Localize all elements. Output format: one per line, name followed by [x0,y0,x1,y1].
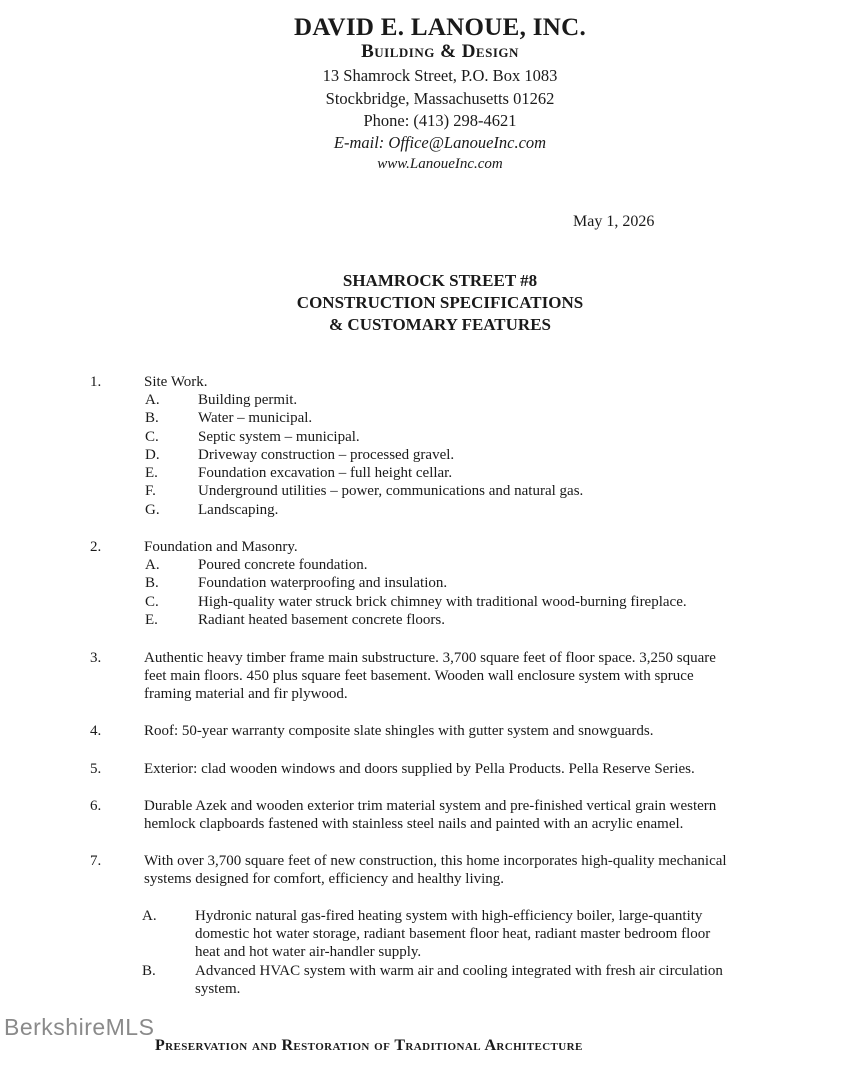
document-title-line-2: CONSTRUCTION SPECIFICATIONS [296,293,584,312]
item-letter: D. [145,447,160,463]
item-letter: E. [145,465,158,481]
item-letter: B. [145,410,159,426]
document-title-line-3: & CUSTOMARY FEATURES [329,315,551,334]
section-heading: Site Work. [144,374,208,390]
item-letter: F. [145,483,156,499]
address-street: 13 Shamrock Street, P.O. Box 1083 [322,66,558,85]
section-number: 1. [90,374,102,390]
paragraph-line: framing material and fir plywood. [144,686,348,702]
section-number: 5. [90,761,102,777]
document-title-line-1: SHAMROCK STREET #8 [342,271,538,290]
phone-line: Phone: (413) 298-4621 [363,111,517,130]
watermark-logo: BerkshireMLS [4,1014,155,1040]
list-item: Building permit. [198,392,298,408]
item-letter: A. [145,557,160,573]
list-item-line: system. [195,981,241,997]
item-letter: C. [145,594,159,610]
paragraph-line: hemlock clapboards fastened with stainless steel nails and painted with an acrylic enamel. [144,816,684,832]
paragraph-line: With over 3,700 square feet of new construction, this home incorporates high-quality mechanical [144,853,727,869]
section-number: 7. [90,853,102,869]
paragraph-line: Roof: 50-year warranty composite slate shingles with gutter system and snowguards. [144,723,654,739]
list-item: Underground utilities – power, communications and natural gas. [198,483,584,499]
item-letter: A. [145,392,160,408]
email-line: E-mail: Office@LanoueInc.com [333,133,547,152]
item-letter: B. [145,575,159,591]
footer-motto: Preservation and Restoration of Traditional Architecture [155,1037,583,1054]
list-item: Landscaping. [198,502,279,518]
section-number: 2. [90,539,102,555]
list-item: Poured concrete foundation. [198,557,368,573]
list-item: Foundation waterproofing and insulation. [198,575,448,591]
paragraph-line: Authentic heavy timber frame main substructure. 3,700 square feet of floor space. 3,250 square [144,650,716,666]
list-item: Septic system – municipal. [198,429,360,445]
item-letter: G. [145,502,160,518]
list-item: Radiant heated basement concrete floors. [198,612,445,628]
list-item-line: domestic hot water storage, radiant basement floor heat, radiant master bedroom floor [195,926,711,942]
list-item-line: Hydronic natural gas-fired heating system with high-efficiency boiler, large-quantity [195,908,703,924]
item-letter: C. [145,429,159,445]
paragraph-line: Durable Azek and wooden exterior trim material system and pre-finished vertical grain western [144,798,717,814]
section-number: 3. [90,650,102,666]
paragraph-line: feet main floors. 450 plus square feet basement. Wooden wall enclosure system with spruce [144,668,694,684]
section-number: 4. [90,723,102,739]
section-number: 6. [90,798,102,814]
list-item-line: Advanced HVAC system with warm air and cooling integrated with fresh air circulation [195,963,723,979]
paragraph-line: Exterior: clad wooden windows and doors supplied by Pella Products. Pella Reserve Series. [144,761,695,777]
company-name: DAVID E. LANOUE, INC. [294,14,586,41]
list-item: High-quality water struck brick chimney with traditional wood-burning fireplace. [198,594,687,610]
item-letter: B. [142,963,156,979]
address-city: Stockbridge, Massachusetts 01262 [325,89,555,108]
paragraph-line: systems designed for comfort, efficiency and healthy living. [144,871,505,887]
company-tagline: Building & Design [361,41,519,62]
list-item: Driveway construction – processed gravel. [198,447,455,463]
item-letter: A. [142,908,157,924]
website-line: www.LanoueInc.com [377,156,503,172]
document-date: May 1, 2026 [573,213,655,230]
section-heading: Foundation and Masonry. [144,539,298,555]
list-item-line: heat and hot water air-handler supply. [195,944,422,960]
item-letter: E. [145,612,158,628]
list-item: Foundation excavation – full height cellar. [198,465,453,481]
list-item: Water – municipal. [198,410,313,426]
